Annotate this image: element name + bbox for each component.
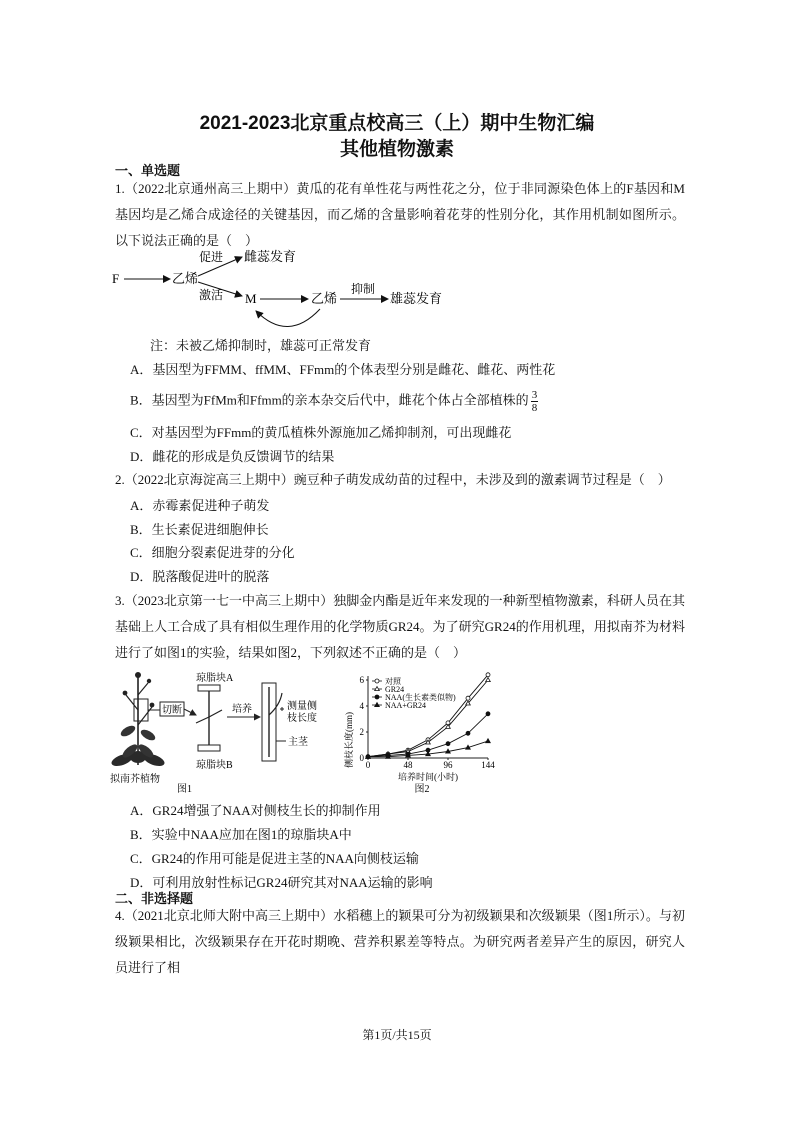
diagram-label-ethylene-2: 乙烯 xyxy=(311,291,338,306)
chart-legend-marker xyxy=(375,679,379,683)
page-number: 第1页/共15页 xyxy=(362,1028,432,1042)
chart-y-axis-label: 侧枝长度(mm) xyxy=(344,712,354,768)
q1-mechanism-diagram xyxy=(108,243,468,333)
chart-legend-marker xyxy=(375,687,380,691)
diagram-label-pistil: 雌蕊发育 xyxy=(244,249,297,264)
question-1-stem: 1.（2022北京通州高三上期中）黄瓜的花有单性花与两性花之分，位于非同源染色体上的F基因和M基因均是乙烯合成途径的关键基因，而乙烯的含量影响着花芽的性别分化，其作用机制如图所示。以下说法正确的是（ ） xyxy=(115,181,685,248)
chart-x-tick-label: 0 xyxy=(365,760,371,770)
chart-legend-entry: 对照 xyxy=(385,677,401,686)
chart-legend-entry: NAA(生长素类似物) xyxy=(385,693,456,702)
diagram-label-stamen: 雄蕊发育 xyxy=(390,291,443,306)
chart-y-tick-label: 2 xyxy=(359,727,364,737)
section-heading-single-choice: 一、单选题 xyxy=(115,163,181,178)
label-agar-block-b: 琼脂块B xyxy=(196,760,233,771)
diagram-label-M: M xyxy=(245,291,257,306)
arabidopsis-plant-illustration xyxy=(110,672,166,768)
q2-option-a: A．赤霉素促进种子萌发 xyxy=(130,498,270,513)
fraction-numerator: 3 xyxy=(531,389,538,401)
q1-option-b xyxy=(130,389,538,414)
chart-data-point xyxy=(446,749,451,753)
figure-2-caption: 图2 xyxy=(414,784,430,795)
q3-figure-1 xyxy=(110,665,335,795)
label-cut: 切断 xyxy=(162,705,182,716)
diagram-label-F: F xyxy=(112,271,120,286)
chart-data-point xyxy=(446,742,450,746)
q3-option-d: D．可利用放射性标记GR24研究其对NAA运输的影响 xyxy=(130,875,433,890)
question-2-stem: 2.（2022北京海淀高三上期中）豌豆种子萌发成幼苗的过程中，未涉及到的激素调节过程是（ ） xyxy=(115,472,671,487)
q2-option-b: B．生长素促进细胞伸长 xyxy=(130,522,269,537)
chart-legend-marker xyxy=(375,695,379,699)
chart-x-tick-label: 96 xyxy=(443,760,453,770)
chart-x-tick-label: 144 xyxy=(481,760,495,770)
q2-option-d: D．脱落酸促进叶的脱落 xyxy=(130,569,270,584)
chart-data-point xyxy=(466,696,470,700)
figure-1-caption: 图1 xyxy=(177,784,192,795)
fraction xyxy=(531,389,539,414)
chart-legend-marker xyxy=(375,703,380,707)
label-measure-2: 枝长度 xyxy=(287,713,317,724)
chart-y-tick-label: 0 xyxy=(359,753,364,763)
label-agar-block-a: 琼脂块A xyxy=(196,673,234,684)
q1-option-d: D．雌花的形成是负反馈调节的结果 xyxy=(130,449,335,464)
question-3-stem: 3.（2023北京第一七一中高三上期中）独脚金内酯是近年来发现的一种新型植物激素，科研人员在其基础上人工合成了具有相似生理作用的化学物质GR24。为了研究GR24的作用机理，用拟南芥为材料进行了如图1的实验，结果如图2，下列叙述不正确的是（ ） xyxy=(115,593,685,660)
chart-data-point xyxy=(486,739,491,743)
q1-option-b-text: B．基因型为FfMm和Ffmm的亲本杂交后代中，雌花个体占全部植株的 xyxy=(130,392,529,408)
diagram-label-promote: 促进 xyxy=(199,250,224,264)
q1-option-a: A．基因型为FFMM、ffMM、FFmm的个体表型分别是雌花、雌花、两性花 xyxy=(130,362,556,377)
chart-data-point xyxy=(466,731,470,735)
q3-option-b: B．实验中NAA应加在图1的琼脂块A中 xyxy=(130,827,352,842)
chart-data-point xyxy=(486,673,490,677)
label-culture: 培养 xyxy=(232,704,252,715)
chart-y-tick-label: 4 xyxy=(359,701,364,711)
label-main-stem: 主茎 xyxy=(288,737,308,748)
label-measure-1: 测量侧 xyxy=(287,701,317,712)
chart-data-point xyxy=(486,678,491,682)
q3-option-a: A．GR24增强了NAA对侧枝生长的抑制作用 xyxy=(130,803,381,818)
q3-option-c: C．GR24的作用可能是促进主茎的NAA向侧枝运输 xyxy=(130,851,419,866)
label-plant: 拟南芥植物 xyxy=(110,774,160,785)
chart-legend-entry: NAA+GR24 xyxy=(385,701,426,710)
q1-diagram-note: 注：未被乙烯抑制时，雄蕊可正常发育 xyxy=(150,338,372,353)
question-4-stem: 4.（2021北京北师大附中高三上期中）水稻穗上的颖果可分为初级颖果和次级颖果（图1所示）。与初级颖果相比，次级颖果存在开花时期晚、营养积累差等特点。为研究两者差异产生的原因，研究人员进行了相 xyxy=(115,908,685,975)
section-heading-non-choice: 二、非选择题 xyxy=(115,891,194,906)
chart-x-tick-label: 48 xyxy=(403,760,413,770)
diagram-label-ethylene-1: 乙烯 xyxy=(172,271,199,286)
q1-option-c: C．对基因型为FFmm的黄瓜植株外源施加乙烯抑制剂，可出现雌花 xyxy=(130,425,512,440)
document-title: 2021-2023北京重点校高三（上）期中生物汇编 xyxy=(199,113,595,134)
chart-legend-entry: GR24 xyxy=(385,685,405,694)
chart-data-point xyxy=(366,754,371,758)
chart-data-point xyxy=(486,712,490,716)
q2-option-c: C．细胞分裂素促进芽的分化 xyxy=(130,545,295,560)
chart-x-axis-label: 培养时间(小时) xyxy=(398,772,458,782)
chart-data-point xyxy=(426,752,431,756)
document-subtitle: 其他植物激素 xyxy=(339,139,454,160)
diagram-label-activate: 激活 xyxy=(199,288,224,302)
chart-data-point xyxy=(466,745,471,749)
fraction-denominator: 8 xyxy=(531,402,538,414)
chart-y-tick-label: 6 xyxy=(359,675,364,685)
q3-figure-2-chart xyxy=(340,670,500,795)
diagram-label-inhibit: 抑制 xyxy=(351,282,376,296)
